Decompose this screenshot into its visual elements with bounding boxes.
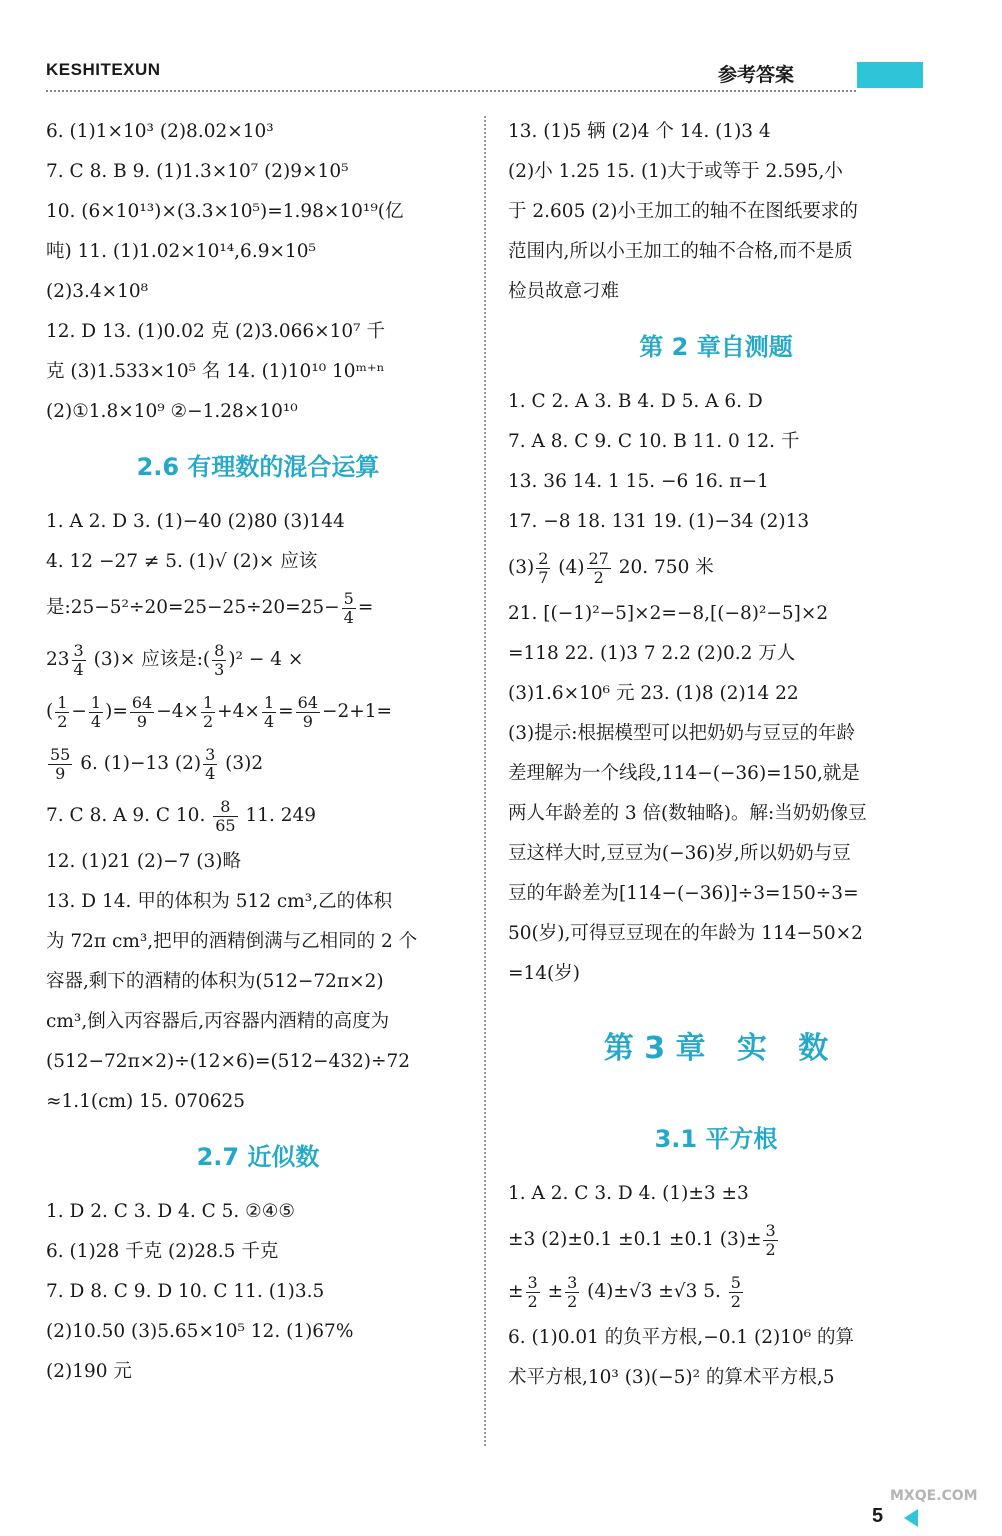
answer-line: 6. (1)1×10³ (2)8.02×10³ — [46, 121, 274, 142]
answer-line: 21. [(−1)²−5]×2=−8,[(−8)²−5]×2 — [508, 603, 829, 624]
answer-line: 1. A 2. D 3. (1)−40 (2)80 (3)144 — [46, 511, 345, 532]
answer-line: 13. (1)5 辆 (2)4 个 14. (1)3 4 — [508, 121, 771, 142]
section-title-chapter2-test: 第 2 章自测题 — [639, 333, 793, 361]
section-title-3-1: 3.1 平方根 — [654, 1125, 778, 1153]
fraction: $\frac{1}{4}$ — [90, 692, 102, 731]
answer-line: 6. (1)0.01 的负平方根,−0.1 (2)10⁶ 的算 — [508, 1327, 855, 1348]
fraction: $\frac{3}{2}$ — [765, 1220, 776, 1259]
answer-line: 1. D 2. C 3. D 4. C 5. ②④⑤ — [46, 1201, 295, 1222]
fraction: $\frac{27}{2}$ — [588, 548, 609, 587]
answer-line: 两人年龄差的 3 倍(数轴略)。解:当奶奶像豆 — [508, 803, 867, 824]
fraction: $\frac{5}{2}$ — [730, 1272, 741, 1311]
fraction: $\frac{3}{2}$ — [567, 1272, 578, 1311]
answer-line: =118 22. (1)3 7 2.2 (2)0.2 万人 — [508, 643, 796, 664]
answer-line: (3)提示:根据模型可以把奶奶与豆豆的年龄 — [508, 723, 855, 744]
fraction: $\frac{3}{4}$ — [205, 744, 216, 783]
answer-line: 克 (3)1.533×10⁵ 名 14. (1)10¹⁰ 10ᵐ⁺ⁿ — [46, 361, 385, 382]
section-title-2-6: 2.6 有理数的混合运算 — [136, 453, 380, 481]
header-accent-box — [857, 62, 923, 88]
answer-line: 10. (6×10¹³)×(3.3×10⁵)=1.98×10¹⁹(亿 — [46, 201, 404, 222]
answer-line: (512−72π×2)÷(12×6)=(512−432)÷72 — [46, 1051, 411, 1072]
answer-line: (2)190 元 — [46, 1361, 132, 1382]
answer-line: 6. (1)28 千克 (2)28.5 千克 — [46, 1241, 279, 1262]
page-arrow-icon — [904, 1509, 918, 1527]
answer-line: 术平方根,10³ (3)(−5)² 的算术平方根,5 — [508, 1367, 835, 1388]
fraction: $\frac{3}{2}$ — [527, 1272, 538, 1311]
answer-line: (2)小 1.25 15. (1)大于或等于 2.595,小 — [508, 161, 843, 182]
answer-line: (2)10.50 (3)5.65×10⁵ 12. (1)67% — [46, 1321, 354, 1342]
answer-line: 1. A 2. C 3. D 4. (1)±3 ±3 — [508, 1183, 749, 1204]
watermark: MXQE.COM — [890, 1488, 978, 1504]
answer-line: ± $\frac{3}{2}$ ± $\frac{3}{2}$ (4)±√3 ±√3 5. $\frac{5}{2}$ — [508, 1272, 741, 1311]
answer-line: 豆这样大时,豆豆为(−36)岁,所以奶奶与豆 — [508, 843, 851, 864]
left-column — [46, 112, 470, 1392]
fraction: $\frac{1}{2}$ — [202, 692, 214, 731]
answer-line: 12. D 13. (1)0.02 克 (2)3.066×10⁷ 千 — [46, 321, 385, 342]
header-title: 参考答案 — [718, 64, 795, 86]
answer-line: 容器,剩下的酒精的体积为(512−72π×2) — [46, 971, 384, 992]
column-divider — [484, 116, 486, 1446]
answer-line: 23 $\frac{3}{4}$ (3)× 应该是:( $\frac{8}{3}$ )² − 4 × — [46, 640, 304, 679]
fraction: $\frac{5}{4}$ — [343, 588, 354, 627]
answer-line: ( $\frac{1}{2}$ − $\frac{1}{4}$ )= $\frac{64}{9}$ −4× $\frac{1}{2}$ +4× $\frac{1}{4}$ = $\frac{64}{9}$ −2+1= — [46, 692, 393, 731]
answer-line: ≈1.1(cm) 15. 070625 — [46, 1091, 246, 1112]
answer-line: 差理解为一个线段,114−(−36)=150,就是 — [508, 763, 860, 784]
answer-line: 7. C 8. B 9. (1)1.3×10⁷ (2)9×10⁵ — [46, 161, 349, 182]
header-divider — [46, 90, 856, 92]
right-column — [508, 112, 924, 1398]
answer-line: 13. 36 14. 1 15. −6 16. π−1 — [508, 471, 769, 492]
fraction: $\frac{64}{9}$ — [297, 692, 318, 731]
answer-line: 4. 12 −27 ≠ 5. (1)√ (2)× 应该 — [46, 551, 318, 572]
answer-line: 13. D 14. 甲的体积为 512 cm³,乙的体积 — [46, 891, 393, 912]
answer-line: 12. (1)21 (2)−7 (3)略 — [46, 851, 241, 872]
answer-line: cm³,倒入丙容器后,丙容器内酒精的高度为 — [46, 1011, 390, 1032]
fraction: $\frac{1}{4}$ — [263, 692, 275, 731]
answer-line: 50(岁),可得豆豆现在的年龄为 114−50×2 — [508, 923, 863, 944]
fraction: $\frac{2}{7}$ — [538, 548, 549, 587]
answer-line: (3)1.6×10⁶ 元 23. (1)8 (2)14 22 — [508, 683, 799, 704]
answer-line: $\frac{55}{9}$ 6. (1)−13 (2) $\frac{3}{4}$ (3)2 — [50, 744, 264, 783]
fraction: $\frac{8}{65}$ — [215, 796, 236, 835]
answer-line: 范围内,所以小王加工的轴不合格,而不是质 — [508, 241, 853, 262]
answer-line: (2)①1.8×10⁹ ②−1.28×10¹⁰ — [46, 401, 298, 422]
answer-line: 为 72π cm³,把甲的酒精倒满与乙相同的 2 个 — [46, 931, 418, 952]
answer-line: =14(岁) — [508, 963, 580, 984]
answer-line: 于 2.605 (2)小王加工的轴不在图纸要求的 — [508, 201, 858, 222]
answer-line: 吨) 11. (1)1.02×10¹⁴,6.9×10⁵ — [46, 241, 316, 262]
answer-line: (2)3.4×10⁸ — [46, 281, 149, 302]
fraction: $\frac{8}{3}$ — [214, 640, 225, 679]
fraction: $\frac{3}{4}$ — [73, 640, 84, 679]
answer-line: ±3 (2)±0.1 ±0.1 ±0.1 (3)± $\frac{3}{2}$ — [508, 1220, 776, 1259]
answer-line: 豆的年龄差为[114−(−36)]÷3=150÷3= — [508, 883, 859, 904]
answer-line: 7. A 8. C 9. C 10. B 11. 0 12. 千 — [508, 431, 800, 452]
answer-line: (3) $\frac{2}{7}$ (4) $\frac{27}{2}$ 20. 750 米 — [508, 548, 714, 587]
chapter-title-3: 第 3 章 实 数 — [603, 1031, 829, 1066]
page-number: 5 — [872, 1505, 884, 1527]
header-brand: KESHITEXUN — [46, 60, 161, 79]
answer-line: 1. C 2. A 3. B 4. D 5. A 6. D — [508, 391, 763, 412]
fraction: $\frac{1}{2}$ — [57, 692, 68, 731]
answer-line: 7. C 8. A 9. C 10. $\frac{8}{65}$ 11. 249 — [46, 796, 317, 835]
section-title-2-7: 2.7 近似数 — [196, 1143, 320, 1171]
answer-line: 是:25−5²÷20=25−25÷20=25− $\frac{5}{4}$ = — [46, 588, 374, 627]
fraction: $\frac{64}{9}$ — [131, 692, 153, 731]
answer-line: 17. −8 18. 131 19. (1)−34 (2)13 — [508, 511, 810, 532]
answer-line: 7. D 8. C 9. D 10. C 11. (1)3.5 — [46, 1281, 325, 1302]
answer-line: 检员故意刁难 — [508, 281, 620, 302]
fraction: $\frac{55}{9}$ — [50, 744, 71, 783]
